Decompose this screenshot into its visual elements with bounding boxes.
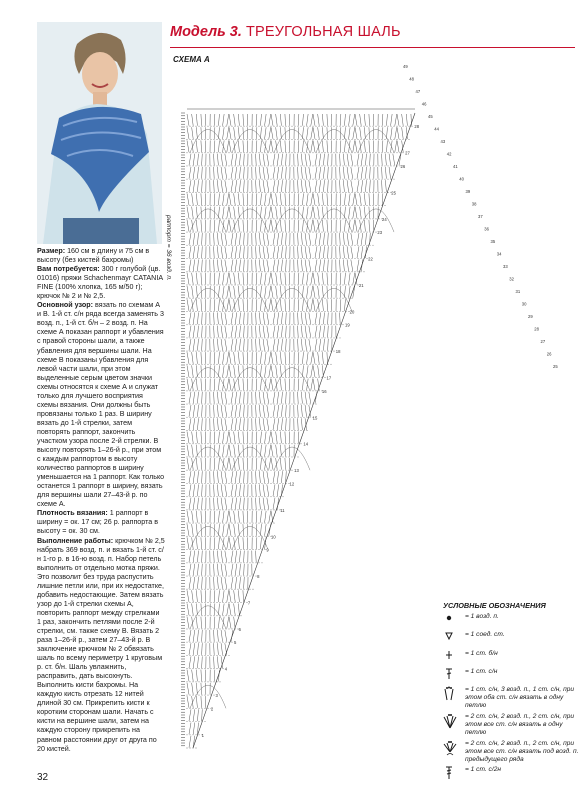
size-paragraph: Размер: 160 см в длину и 75 см в высоту (без кистей бахромы) (37, 247, 150, 265)
legend-item: = 2 ст. с/н, 2 возд. п., 2 ст. с/н, при этом все ст. с/н вязать под возд. п. предыдущего ряда (443, 740, 583, 765)
density-paragraph: Плотность вязания: 1 раппорт в ширину = ок. 17 см; 26 р. раппорта в высоту = ок. 30 см. (37, 509, 159, 536)
stitch-number-label: 29 (528, 314, 533, 319)
stitch-number-label: 26 (546, 351, 552, 357)
stitch-number-label: 45 (428, 114, 433, 119)
stitch-number-label: 47 (415, 89, 421, 94)
row-number-label: 16 (321, 388, 327, 394)
pattern-paragraph: Основной узор: вязать по схемам А и В. 1-й ст. с/н ряда всегда заменять 3 возд. п., 1-й ст. б/н – 2 возд. п. На схеме А показан раппорт и убавления с правой стороны шали, а также убавления для вершины шали. На схеме В показаны убавления для левой части шали, при этом выделенные серым цветом значки схемы относятся к схеме А и служат только для лучшего восприятия схемы вязания. Они должны быть провязаны только 1 раз. В ширину вязать до 1-й стрелки, затем повторять раппорт, закончить участком узора после 2-й стрелки. В высоту повторять 1–26-й р., при этом с каждым раппортом в высоту количество раппортов в ширину уменьшается на 1 раппорт. Как только останется 1 раппорт в ширину, вязать для вершины шали 27–43-й р. по схеме А. (37, 301, 165, 509)
model-title: ТРЕУГОЛЬНАЯ ШАЛЬ (245, 24, 401, 40)
stitch-number-label: 48 (409, 76, 414, 82)
legend-item: = 1 ст. с/н, 3 возд. п., 1 ст. с/н, при этом оба ст. с/н вязать в одну петлю (443, 686, 583, 711)
row-number-label: 3 (215, 693, 218, 699)
legend-item: = 1 ст. с/2н (443, 766, 583, 782)
row-number-label: 13 (294, 468, 299, 474)
stitch-number-label: 49 (403, 64, 408, 69)
model-number: Модель 3. (170, 24, 242, 40)
stitch-number-label: 36 (484, 226, 489, 232)
work-paragraph: Выполнение работы: крючком № 2,5 набрать 369 возд. п. и вязать 1-й ст. с/н 1-го р. в 16-ю возд. п. Набор петель выполнить от отдельно мотка пряжи. Это позволит без труда распустить лишние петли или, при их недостатке, добавить недостающие. Затем вязать узор до 1-й стрелки схемы А, повторить раппорт между стрелками 1 раз, закончить петлями после 2-й стрелки, см. также схему В. Вязать 2 раза 1–26-й р., затем 27–43-й р. В заключение крючком № 2 обвязать шаль по всему периметру 1 круговым р. ст. б/н. Шаль увлажнить, расправить, дать высохнуть. Выполнить кисти бахромы. На каждую кисть отрезать 12 нитей длиной 30 см. Прикрепить кисти к коротким сторонам шали. Начать с кисти на вершине шали, затем на каждую сторону прикрепить на равном расстоянии друг от друга по 20 кистей. (37, 536, 165, 753)
stitch-number-label: 34 (496, 251, 502, 257)
row-number-label: 19 (345, 322, 350, 328)
row-number-label: 17 (326, 375, 332, 381)
stitch-number-label: 30 (521, 301, 527, 307)
row-number-label: 5 (234, 640, 237, 646)
stitch-number-label: 39 (465, 189, 471, 194)
row-number-label: 28 (414, 124, 420, 130)
stitch-number-label: 46 (421, 101, 427, 107)
row-number-label: 25 (391, 190, 396, 196)
stitch-number-label: 41 (453, 164, 458, 169)
row-number-label: 14 (303, 441, 309, 447)
treble-icon (443, 766, 465, 782)
legend-item: = 1 возд. п. (443, 613, 583, 629)
stitch-number-label: 40 (459, 176, 464, 182)
legend-title: УСЛОВНЫЕ ОБОЗНАЧЕНИЯ (443, 601, 546, 610)
row-number-label: 8 (257, 574, 260, 580)
chain-icon (443, 613, 465, 629)
materials-paragraph: Вам потребуется: 300 г голубой (цв. 01016) пряжи Schachenmayr CATANIA FINE (100% хлопка, 165 м/50 г); крючок № 2 и № 2,5. (37, 265, 163, 301)
stitch-number-label: 33 (503, 264, 508, 269)
double-crochet-icon (443, 668, 465, 684)
row-number-label: 23 (377, 230, 383, 236)
row-number-label: 12 (289, 481, 295, 487)
stitch-number-label: 35 (490, 239, 496, 244)
stitch-number-label: 44 (434, 126, 439, 132)
row-number-label: 9 (266, 547, 269, 553)
legend-item: = 1 ст. с/н (443, 668, 583, 684)
row-number-label: 21 (358, 282, 364, 288)
title-underline (170, 47, 575, 48)
row-number-label: 18 (335, 349, 341, 355)
scheme-label: СХЕМА А (173, 55, 210, 64)
fan-chain-icon (443, 740, 465, 756)
fan5-icon (443, 713, 465, 729)
stitch-number-label: 32 (509, 276, 514, 282)
stitch-number-label: 43 (440, 139, 446, 144)
page-number: 32 (37, 772, 49, 783)
instructions-text (37, 247, 165, 754)
single-crochet-icon (443, 650, 465, 666)
stitch-number-label: 28 (534, 326, 539, 332)
legend (443, 602, 583, 785)
row-number-label: 22 (368, 256, 373, 262)
row-number-label: 10 (271, 534, 276, 540)
row-number-label: 2 (210, 706, 214, 712)
stitch-number-label: 38 (471, 201, 477, 207)
row-number-label: 11 (280, 507, 285, 513)
legend-item: = 1 ст. б/н (443, 650, 583, 666)
repeat-label: раппорт = 36 возд. п. (165, 215, 172, 281)
stitch-number-label: 42 (446, 151, 452, 157)
page-title (170, 24, 401, 40)
stitch-number-label: 37 (478, 214, 483, 219)
row-number-label: 7 (247, 600, 251, 606)
row-number-label: 1 (201, 732, 204, 738)
stitch-number-label: 31 (515, 289, 521, 294)
row-number-label: 24 (382, 216, 387, 222)
stitch-number-label: 25 (553, 364, 558, 369)
row-number-label: 15 (312, 415, 318, 421)
slip-stitch-icon (443, 631, 465, 647)
legend-item: = 2 ст. с/н, 2 возд. п., 2 ст. с/н, при этом все ст. с/н вязать в одну петлю (443, 713, 583, 738)
row-number-label: 6 (238, 626, 241, 632)
row-number-label: 20 (349, 309, 355, 315)
model-photo (37, 22, 162, 244)
row-number-label: 27 (405, 150, 410, 156)
stitch-number-label: 27 (540, 339, 546, 344)
row-number-label: 4 (224, 666, 228, 672)
row-number-label: 26 (400, 163, 406, 169)
v-stitch-icon (443, 686, 465, 702)
legend-item: = 1 соед. ст. (443, 631, 583, 647)
